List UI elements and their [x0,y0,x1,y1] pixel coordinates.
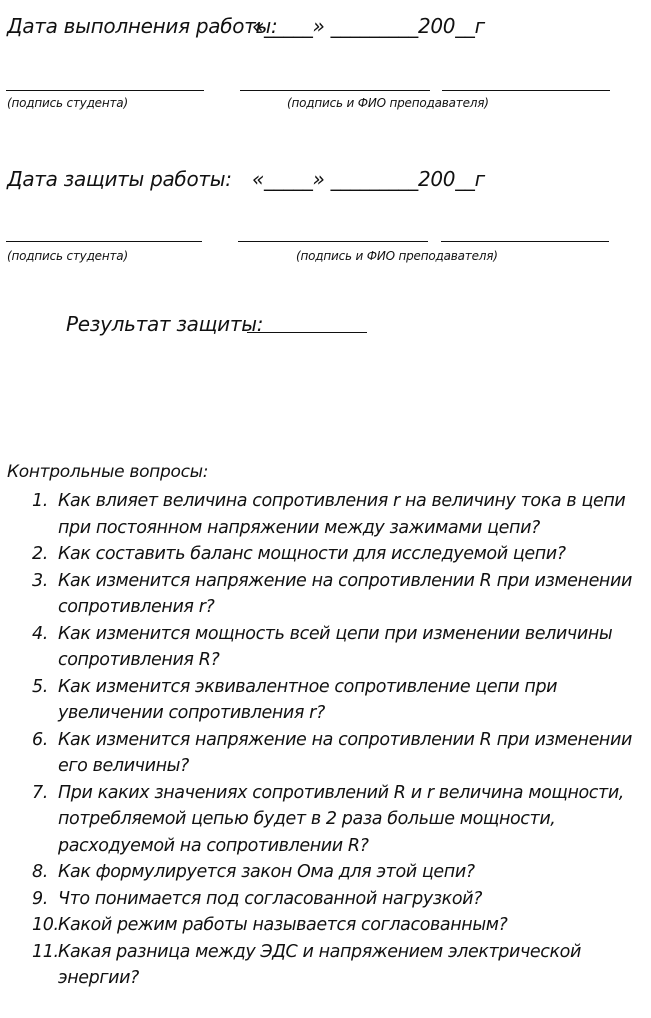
question-item [32,541,632,568]
question-text: Как составить баланс мощности для исследуемой цепи? [58,544,566,564]
questions-list [32,488,632,992]
question-text: Как влияет величина сопротивления r на величину тока в цепи при постоянном напряжении между зажимами цепи? [58,491,626,538]
defense-teacher-caption: (подпись и ФИО преподавателя) [296,249,498,263]
question-number: 7. [32,782,48,803]
result-label: Результат защиты: [66,312,264,336]
question-item [32,886,632,913]
question-text: Что понимается под согласованной нагрузкой? [58,888,483,909]
question-item [32,912,632,939]
question-text: Какая разница между ЭДС и напряжением электрической энергии? [58,941,581,988]
question-item [32,621,632,674]
question-text: Как формулируется закон Ома для этой цепи? [58,862,475,882]
defense-student-caption: (подпись студента) [7,249,128,263]
work-teacher-name-line[interactable] [442,90,610,91]
work-student-signature-line[interactable] [6,90,204,91]
work-teacher-caption: (подпись и ФИО преподавателя) [287,96,489,110]
defense-teacher-name-line[interactable] [441,241,609,242]
question-item [32,727,632,780]
question-text: При каких значениях сопротивлений R и r величина мощности, потребляемой цепью будет в 2 раза больше мощности, расходуемой на сопротивлении R? [58,782,624,856]
work-student-caption: (подпись студента) [7,96,128,110]
question-number: 11. [32,941,59,962]
question-text: Как изменится напряжение на сопротивлении R при изменении сопротивления r? [58,570,632,617]
result-line[interactable] [247,332,367,333]
question-number: 5. [32,676,48,697]
question-item [32,939,632,992]
question-number: 9. [32,888,48,909]
work-date-label: Дата выполнения работы: [7,14,278,38]
question-number: 1. [32,491,48,511]
question-text: Как изменится напряжение на сопротивлении R при изменении его величины? [58,729,632,776]
work-teacher-signature-line[interactable] [240,90,430,91]
question-item [32,674,632,727]
questions-title: Контрольные вопросы: [7,462,209,482]
question-item [32,568,632,621]
question-item [32,859,632,886]
defense-date-field[interactable]: «_____» _________200__г [252,167,485,191]
question-number: 4. [32,623,48,644]
question-text: Как изменится мощность всей цепи при изменении величины сопротивления R? [58,623,613,670]
question-text: Как изменится эквивалентное сопротивление цепи при увеличении сопротивления r? [58,676,558,723]
work-date-field[interactable]: «_____» _________200__г [252,14,485,38]
question-number: 6. [32,729,48,750]
question-number: 2. [32,544,48,564]
question-number: 10. [32,915,59,935]
question-item [32,780,632,860]
question-item [32,488,632,541]
defense-student-signature-line[interactable] [6,241,202,242]
question-text: Какой режим работы называется согласованным? [58,915,508,935]
defense-date-label: Дата защиты работы: [7,167,232,191]
defense-teacher-signature-line[interactable] [238,241,428,242]
question-number: 8. [32,862,48,882]
question-number: 3. [32,570,48,591]
